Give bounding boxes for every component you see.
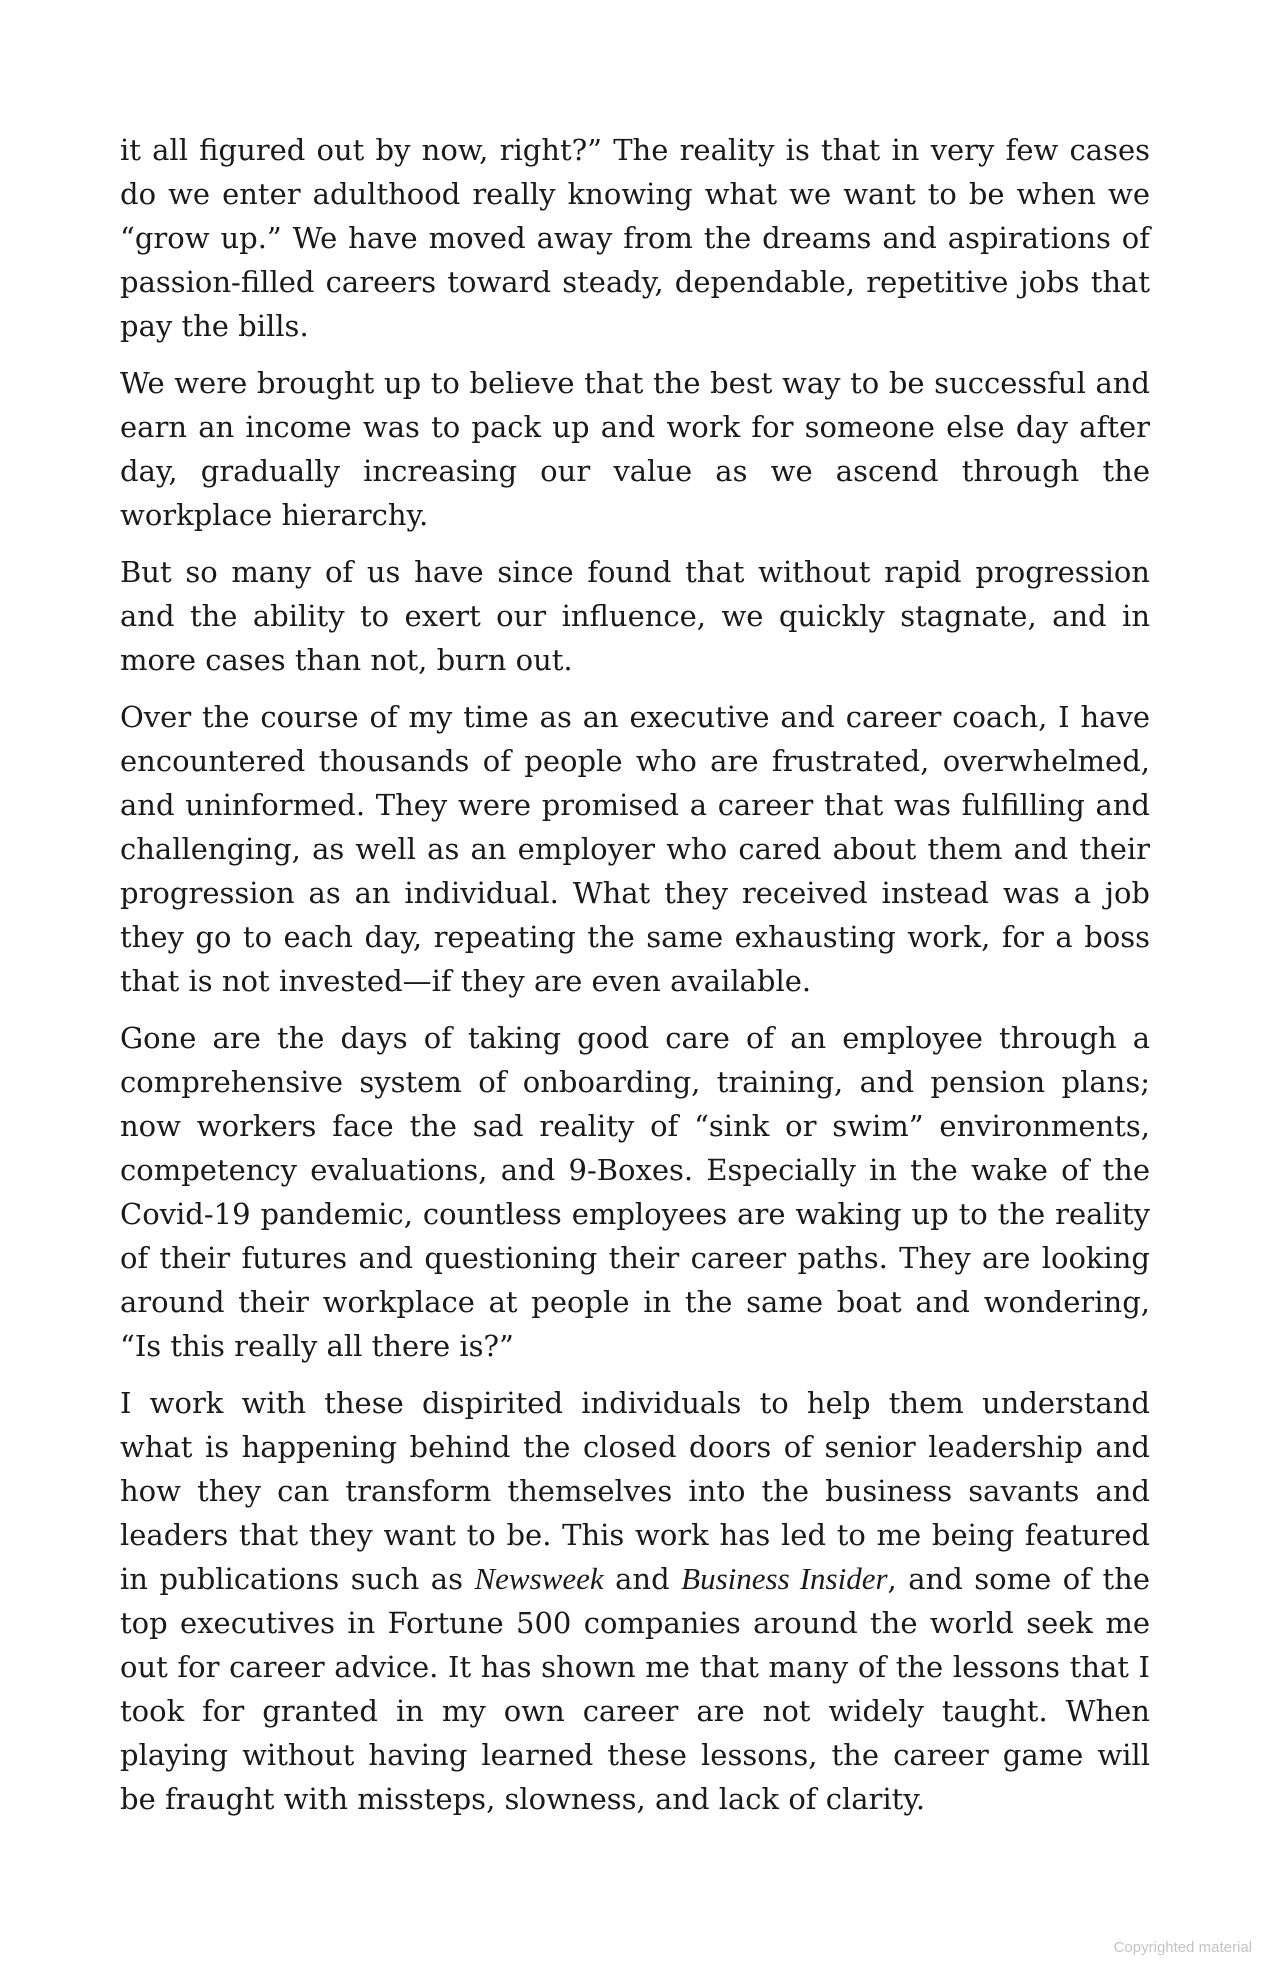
paragraph-text-and: and xyxy=(603,1562,682,1596)
paragraph-executive-coach: Over the course of my time as an executive and career coach, I have encountered thousands of people who are frustrated, overwhelmed, and uninformed. They were promised a career that was fulfilling and challenging, as well as an employer who cared about them and their progression as an individual. What they received instead was a job they go to each day, repeating the same exhausting work, for a boss that is not invested—if they are even available. xyxy=(120,700,1150,998)
publication-business-insider: Business Insider xyxy=(681,1561,888,1596)
publication-newsweek: Newsweek xyxy=(474,1561,604,1596)
paragraph-burn-out: But so many of us have since found that without rapid progression and the ability to exert our influence, we quickly stagnate, and in more cases than not, burn out. xyxy=(120,555,1150,677)
paragraph-dispirited-individuals xyxy=(120,1381,1150,1821)
paragraph-text-end: , and some of the top executives in Fortune 500 companies around the world seek me out for career advice. It has shown me that many of the lessons that I took for granted in my own career are not widely taught. When playing without having learned these lessons, the career game will be fraught with missteps, slowness, and lack of clarity. xyxy=(120,1562,1151,1816)
book-page-body xyxy=(120,128,1150,1834)
copyright-watermark: Copyrighted material xyxy=(1113,1939,1252,1956)
paragraph-career-expectations: it all figured out by now, right?” The reality is that in very few cases do we enter adulthood really knowing what we want to be when we “grow up.” We have moved away from the dreams and aspirations of passion-filled careers toward steady, dependable, repetitive jobs that pay the bills. xyxy=(120,133,1150,343)
paragraph-text-start: I work with these dispirited individuals to help them understand what is happening behind the closed doors of senior leadership and how they can transform themselves into the business savants and leaders that they want to be. This work has led to me being featured in publications such as xyxy=(120,1386,1150,1596)
paragraph-brought-up: We were brought up to believe that the best way to be successful and earn an income was to pack up and work for someone else day after day, gradually increasing our value as we ascend through the workplace hierarchy. xyxy=(120,366,1150,532)
paragraph-gone-are-the-days: Gone are the days of taking good care of an employee through a comprehensive system of onboarding, training, and pension plans; now workers face the sad reality of “sink or swim” environments, competency evaluations, and 9-Boxes. Especially in the wake of the Covid-19 pandemic, countless employees are waking up to the reality of their futures and questioning their career paths. They are looking around their workplace at people in the same boat and wondering, “Is this really all there is?” xyxy=(120,1021,1150,1363)
